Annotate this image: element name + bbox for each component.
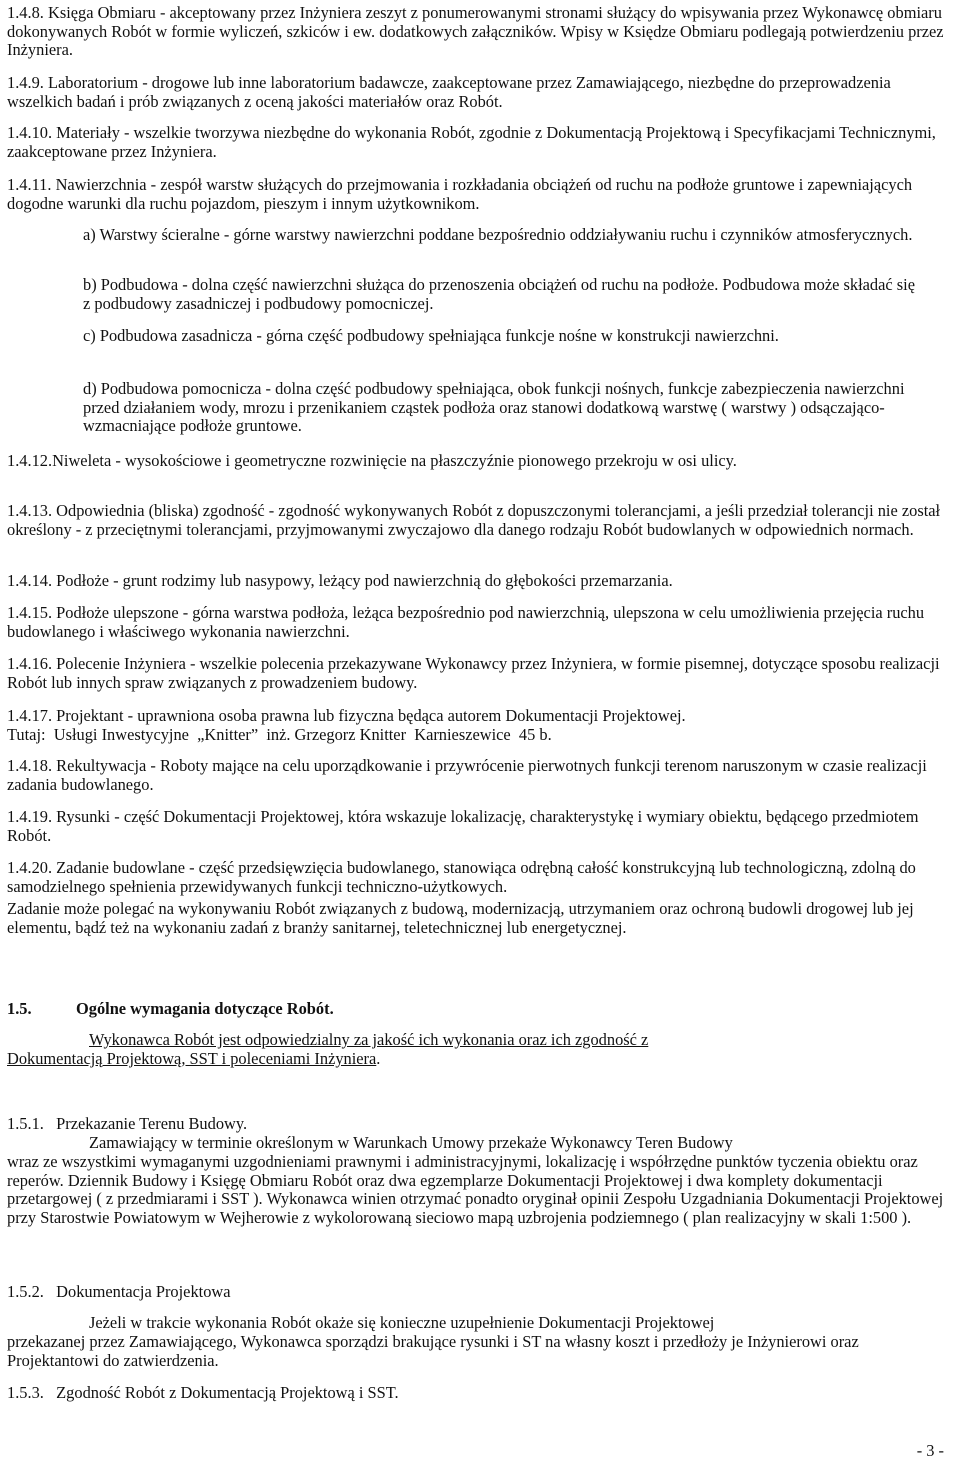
- definition-1-4-11: 1.4.11. Nawierzchnia - zespół warstw służących do przejmowania i rozkładania obciążeń od ruchu na podłoże gruntowe i zapewniających dogodne warunki dla ruchu pojazdom, pieszym i innym użytkownikom.: [7, 175, 913, 213]
- subsection-1-5-1-body: wraz ze wszystkimi wymaganymi uzgodnieniami prawnymi i administracyjnymi, lokalizację i współrzędne punktów tyczenia obiektu oraz reperów. Dziennik Budowy i Księgę Obmiaru Robót oraz dwa egzemplarze Dokumentacji Projektowej i dwa komplety dokumentacji przetargowej ( z przedmiarami i SST ). Wykonawca winien otrzymać ponadto oryginał opinii Zespołu Uzgadniania Dokumentacji Projektowej przy Starostwie Powiatowym w Wejherowie z wykolorowaną sieciowo mapą uzbrojenia podziemnego ( plan realizacyjny w skali 1:500 ).: [7, 1152, 944, 1227]
- definition-1-4-12: 1.4.12.Niweleta - wysokościowe i geometryczne rozwinięcie na płaszczyźnie pionowego przekroju w osi ulicy.: [7, 451, 737, 470]
- definition-1-4-20-continued: Zadanie może polegać na wykonywaniu Robót związanych z budową, modernizacją, utrzymaniem oraz ochroną budowli drogowej lub jej elementu, bądź też na wykonaniu zadań z branży sanitarnej, teletechnicznej lub energetycznej.: [7, 899, 914, 937]
- definition-1-4-15: 1.4.15. Podłoże ulepszone - górna warstwa podłoża, leżąca bezpośrednio pod nawierzchnią, ulepszona w celu umożliwienia przejęcia ruchu budowlanego i właściwego wykonania nawierzchni.: [7, 603, 925, 641]
- definition-1-4-13: 1.4.13. Odpowiednia (bliska) zgodność - zgodność wykonywanych Robót z dopuszczonymi tolerancjami, a jeśli przedział tolerancji nie został określony - z przeciętnymi tolerancjami, przyjmowanymi zwyczajowo dla danego rodzaju Robót budowlanych w odpowiednich normach.: [7, 501, 941, 539]
- subsection-1-5-1-title: 1.5.1. Przekazanie Terenu Budowy.: [7, 1114, 248, 1133]
- section-intro-line-1: Wykonawca Robót jest odpowiedzialny za jakość ich wykonania oraz ich zgodność z: [89, 1030, 649, 1049]
- definition-1-4-16: 1.4.16. Polecenie Inżyniera - wszelkie polecenia przekazywane Wykonawcy przez Inżyniera, w formie pisemnej, dotyczące sposobu realizacji Robót lub innych spraw związanych z prowadzeniem budowy.: [7, 654, 940, 692]
- subsection-1-5-2-title: 1.5.2. Dokumentacja Projektowa: [7, 1282, 231, 1301]
- section-title: Ogólne wymagania dotyczące Robót.: [76, 999, 334, 1018]
- definition-1-4-11-c: c) Podbudowa zasadnicza - górna część podbudowy spełniająca funkcje nośne w konstrukcji nawierzchni.: [83, 326, 779, 345]
- definition-1-4-11-d: d) Podbudowa pomocnicza - dolna część podbudowy spełniająca, obok funkcji nośnych, funkcje zabezpieczenia nawierzchni przed działaniem wody, mrozu i przenikaniem cząstek podłoża oraz stanowi dodatkową warstwę ( warstwy ) odsączająco-wzmacniające podłoże gruntowe.: [83, 379, 905, 436]
- definition-1-4-10: 1.4.10. Materiały - wszelkie tworzywa niezbędne do wykonania Robót, zgodnie z Dokumentacją Projektową i Specyfikacjami Technicznymi, zaakceptowane przez Inżyniera.: [7, 123, 936, 161]
- section-intro-line-2: Dokumentacją Projektową, SST i poleceniami Inżyniera.: [7, 1049, 381, 1068]
- definition-1-4-11-a: a) Warstwy ścieralne - górne warstwy nawierzchni poddane bezpośrednio oddziaływaniu ruchu i czynników atmosferycznych.: [83, 225, 913, 244]
- subsection-1-5-3-title: 1.5.3. Zgodność Robót z Dokumentacją Projektową i SST.: [7, 1383, 399, 1402]
- subsection-1-5-1-first-line: Zamawiający w terminie określonym w Warunkach Umowy przekaże Wykonawcy Teren Budowy: [89, 1133, 733, 1152]
- section-number: 1.5.: [7, 999, 32, 1018]
- definition-1-4-8: 1.4.8. Księga Obmiaru - akceptowany przez Inżyniera zeszyt z ponumerowanymi stronami służący do wpisywania przez Wykonawcę obmiaru dokonywanych Robót w formie wyliczeń, szkiców i ew. dodatkowych załączników. Wpisy w Księdze Obmiaru podlegają potwierdzeniu przez Inżyniera.: [7, 3, 944, 60]
- subsection-1-5-2-first-line: Jeżeli w trakcie wykonania Robót okaże się konieczne uzupełnienie Dokumentacji Projektowej: [89, 1313, 715, 1332]
- page-number: - 3 -: [916, 1441, 944, 1460]
- definition-1-4-19: 1.4.19. Rysunki - część Dokumentacji Projektowej, która wskazuje lokalizację, charakterystykę i wymiary obiektu, będącego przedmiotem Robót.: [7, 807, 919, 845]
- definition-1-4-11-b: b) Podbudowa - dolna część nawierzchni służąca do przenoszenia obciążeń od ruchu na podłoże. Podbudowa może składać się z podbudowy zasadniczej i podbudowy pomocniczej.: [83, 275, 915, 313]
- definition-1-4-9: 1.4.9. Laboratorium - drogowe lub inne laboratorium badawcze, zaakceptowane przez Zamawiającego, niezbędne do przeprowadzenia wszelkich badań i prób związanych z oceną jakości materiałów oraz Robót.: [7, 73, 891, 111]
- definition-1-4-14: 1.4.14. Podłoże - grunt rodzimy lub nasypowy, leżący pod nawierzchnią do głębokości przemarzania.: [7, 571, 673, 590]
- definition-1-4-17: 1.4.17. Projektant - uprawniona osoba prawna lub fizyczna będąca autorem Dokumentacji Projektowej.: [7, 706, 686, 725]
- subsection-1-5-2-body: przekazanej przez Zamawiającego, Wykonawca sporządzi brakujące rysunki i ST na własny koszt i przedłoży je Inżynierowi oraz Projektantowi do zatwierdzenia.: [7, 1332, 859, 1370]
- definition-1-4-18: 1.4.18. Rekultywacja - Roboty mające na celu uporządkowanie i przywrócenie pierwotnych funkcji terenom naruszonym w czasie realizacji zadania budowlanego.: [7, 756, 927, 794]
- definition-1-4-20: 1.4.20. Zadanie budowlane - część przedsięwzięcia budowlanego, stanowiąca odrębną całość konstrukcyjną lub technologiczną, zdolną do samodzielnego spełnienia przewidywanych funkcji techniczno-użytkowych.: [7, 858, 916, 896]
- designer-details: Tutaj: Usługi Inwestycyjne „Knitter” inż. Grzegorz Knitter Karnieszewice 45 b.: [7, 725, 552, 744]
